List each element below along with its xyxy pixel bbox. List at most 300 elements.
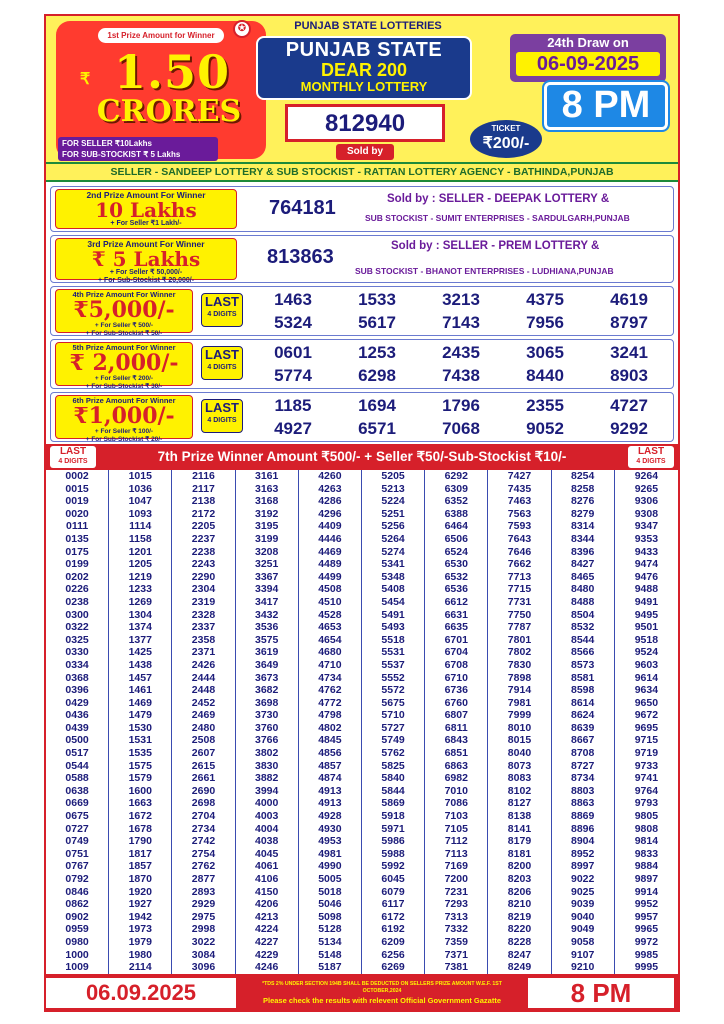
winning-number: 2435 <box>442 343 480 362</box>
title-line-3: MONTHLY LOTTERY <box>300 79 428 94</box>
winning-number: 0751 <box>65 847 89 860</box>
title-line-1: PUNJAB STATE <box>285 39 443 61</box>
winning-number: 3199 <box>255 532 279 545</box>
winning-number: 4654 <box>318 633 342 646</box>
prize-seller: + For Seller ₹ 500/- <box>94 322 154 329</box>
winning-number: 3195 <box>255 520 279 533</box>
winning-number: 4680 <box>318 646 342 659</box>
winning-number: 7463 <box>507 495 532 508</box>
winning-number: 0020 <box>65 507 89 520</box>
digits-label: 4 DIGITS <box>636 458 666 465</box>
winning-number: 4772 <box>318 696 342 709</box>
winning-number: 4003 <box>255 810 279 823</box>
winning-number: 7999 <box>507 709 532 722</box>
winning-number: 6309 <box>444 482 468 495</box>
winning-number: 5774 <box>274 366 312 385</box>
winning-number: 5840 <box>381 772 405 785</box>
winning-number: 2371 <box>191 646 216 659</box>
winning-number: 3830 <box>255 759 279 772</box>
winning-number: 6612 <box>444 595 468 608</box>
winning-number: 0544 <box>65 759 89 772</box>
digits-label: 4 DIGITS <box>207 417 237 424</box>
prize-seller: + For Seller ₹ 100/- <box>94 428 154 435</box>
winning-number: 5348 <box>381 570 405 583</box>
prize-amount: ₹ 2,000/- <box>69 350 179 376</box>
winning-number: 1694 <box>358 396 396 415</box>
winning-number: 7200 <box>444 873 468 885</box>
winning-number: 8624 <box>571 709 595 722</box>
winning-number: 8952 <box>571 847 595 860</box>
winning-number: 7105 <box>444 822 468 835</box>
winning-number: 5749 <box>381 734 405 747</box>
winning-number: 9347 <box>634 520 659 533</box>
winning-number: 9039 <box>571 898 595 911</box>
winning-number: 2607 <box>191 747 216 760</box>
winning-number: 9488 <box>634 583 659 596</box>
prize-amount: ₹1,000/- <box>73 403 175 429</box>
first-prize-stockist: FOR SUB-STOCKIST ₹ 5 Lakhs <box>62 150 181 159</box>
winning-number: 9957 <box>634 910 659 923</box>
winning-number: 5324 <box>274 313 312 332</box>
winning-number: 0517 <box>65 747 89 760</box>
winning-number: 1463 <box>274 290 312 309</box>
winning-number: 9308 <box>634 507 659 520</box>
winning-number: 7715 <box>507 583 532 596</box>
winning-number: 1185 <box>274 396 312 415</box>
winning-number: 1201 <box>128 545 152 558</box>
winning-number: 2975 <box>191 910 216 923</box>
winning-number: 7435 <box>507 482 532 495</box>
winning-number: 2304 <box>191 583 216 596</box>
winning-number: 8219 <box>507 910 532 923</box>
winning-number: 6079 <box>381 885 405 898</box>
winning-number: 0601 <box>274 343 312 362</box>
winning-number: 9884 <box>634 860 659 873</box>
winning-number: 9265 <box>634 482 659 495</box>
winning-number: 8200 <box>507 860 532 873</box>
winning-number: 1093 <box>128 507 152 520</box>
winning-number: 8639 <box>571 721 595 734</box>
winning-number: 0202 <box>65 570 89 583</box>
winning-number: 4150 <box>255 885 279 898</box>
winning-number: 8598 <box>571 684 595 697</box>
winning-number: 0334 <box>65 658 89 671</box>
winning-number: 8544 <box>571 633 595 646</box>
winning-number: 5264 <box>381 532 405 545</box>
winning-number: 8127 <box>507 797 532 810</box>
winning-number: 4224 <box>255 923 279 936</box>
winning-number: 9741 <box>634 772 659 785</box>
winning-number: 1942 <box>128 910 152 923</box>
first-prize-number: 812940 <box>285 104 445 142</box>
prize-stockist: + For Sub-Stockist ₹ 20/- <box>85 435 163 443</box>
first-prize-amount: 1.50 <box>113 45 231 99</box>
winning-number: 9353 <box>634 532 659 545</box>
winning-number: 9025 <box>571 885 595 898</box>
winning-number: 5251 <box>381 507 405 520</box>
winning-number: 0322 <box>65 621 89 634</box>
seventh-prize-grid <box>46 470 678 974</box>
winning-number: 9965 <box>634 923 659 936</box>
winning-number: 9814 <box>634 835 659 848</box>
last-label: LAST <box>637 446 665 457</box>
winning-number: 4990 <box>318 860 342 873</box>
winning-number: 9049 <box>571 923 595 936</box>
winning-number: 4927 <box>274 419 312 438</box>
winning-number: 4874 <box>318 772 342 785</box>
winning-number: 5762 <box>381 747 405 760</box>
winning-number: 3575 <box>255 633 279 646</box>
winning-number: 2762 <box>191 860 216 873</box>
winning-number: 8904 <box>571 835 595 848</box>
winning-number: 4038 <box>255 835 279 848</box>
winning-number: 2172 <box>191 507 216 520</box>
winning-number: 2328 <box>191 608 216 621</box>
winning-number: 6045 <box>381 873 405 885</box>
lottery-result-sheet <box>44 14 680 1012</box>
winning-number: 4913 <box>318 784 342 797</box>
title-line-2: DEAR 200 <box>320 60 408 80</box>
winning-number: 5491 <box>381 608 405 621</box>
last-label: LAST <box>205 400 239 415</box>
winning-number: 7103 <box>444 810 468 823</box>
winning-number: 0749 <box>65 835 89 848</box>
winning-number: 3760 <box>255 721 279 734</box>
third-prize-label <box>55 238 237 284</box>
winning-number: 8573 <box>571 658 595 671</box>
winning-number: 2690 <box>191 784 216 797</box>
winning-number: 8667 <box>571 734 595 747</box>
winning-number: 4528 <box>318 608 342 621</box>
winning-number: 8203 <box>507 873 532 885</box>
winning-number: 1575 <box>128 759 152 772</box>
winning-number: 0675 <box>65 810 89 823</box>
winning-number: 6506 <box>444 532 468 545</box>
winning-number: 6807 <box>444 709 468 722</box>
second-prize-row <box>50 186 674 232</box>
winning-number: 6708 <box>444 658 468 671</box>
winning-number: 5341 <box>381 558 405 571</box>
number-column <box>362 470 425 974</box>
winning-number: 6635 <box>444 621 468 634</box>
winning-number: 4263 <box>318 482 342 495</box>
winning-number: 7438 <box>442 366 480 385</box>
winning-number: 4286 <box>318 495 342 508</box>
winning-number: 6269 <box>381 961 405 974</box>
winning-number: 0792 <box>65 873 89 885</box>
winning-number: 6571 <box>358 419 396 438</box>
number-column <box>488 470 551 974</box>
winning-number: 0669 <box>65 797 89 810</box>
winning-number: 5205 <box>381 470 405 482</box>
winning-number: 5518 <box>381 633 405 646</box>
winning-number: 8480 <box>571 583 595 596</box>
winning-number: 8247 <box>507 948 532 961</box>
winning-number: 3394 <box>255 583 279 596</box>
winning-number: 5454 <box>381 595 405 608</box>
winning-number: 2116 <box>192 470 215 482</box>
winning-number: 4260 <box>318 470 342 482</box>
winning-number: 5727 <box>381 721 405 734</box>
winning-number: 0436 <box>65 709 89 722</box>
winning-number: 4045 <box>255 847 279 860</box>
winning-number: 4469 <box>318 545 342 558</box>
winning-number: 9833 <box>634 847 659 860</box>
winning-number: 2661 <box>191 772 216 785</box>
second-prize-stockist: SUB STOCKIST - SUMIT ENTERPRISES - SARDULGARH,PUNJAB <box>365 213 630 223</box>
winning-number: 4296 <box>318 507 342 520</box>
winning-number: 9985 <box>634 948 659 961</box>
winning-number: 3192 <box>255 507 279 520</box>
digits-label: 4 DIGITS <box>58 458 88 465</box>
winning-number: 9433 <box>634 545 659 558</box>
winning-number: 1530 <box>128 721 152 734</box>
winning-number: 9040 <box>571 910 595 923</box>
winning-number: 5018 <box>318 885 342 898</box>
winning-number: 3766 <box>255 734 279 747</box>
winning-number: 1790 <box>128 835 152 848</box>
tds-note: *TDS 2% UNDER SECTION 194B SHALL BE DEDUCTED ON SELLERS PRIZE AMOUNT W.E.F. 1ST OCTOBER,2024 <box>262 981 502 994</box>
winning-number: 9052 <box>526 419 564 438</box>
winning-number: 2704 <box>191 810 216 823</box>
winning-number: 3213 <box>442 290 480 309</box>
winning-number: 3682 <box>255 684 279 697</box>
winning-number: 9292 <box>610 419 648 438</box>
winning-number: 4499 <box>318 570 342 583</box>
prize-head: 3rd Prize Amount For Winner <box>87 239 205 249</box>
winning-number: 8073 <box>507 759 532 772</box>
prize-stockist: + For Sub-Stockist ₹ 20,000/- <box>97 277 195 284</box>
winning-number: 4246 <box>255 961 279 974</box>
winning-number: 2205 <box>191 520 216 533</box>
winning-number: 4981 <box>318 847 342 860</box>
winning-number: 6256 <box>381 948 405 961</box>
winning-number: 0226 <box>65 583 89 596</box>
winning-number: 3168 <box>255 495 279 508</box>
winning-number: 2237 <box>191 532 216 545</box>
winning-number: 4409 <box>318 520 342 533</box>
winning-number: 3536 <box>255 621 279 634</box>
winning-number: 1531 <box>128 734 152 747</box>
winning-number: 8206 <box>507 885 532 898</box>
winning-number: 4653 <box>318 621 342 634</box>
winning-number: 9614 <box>634 671 659 684</box>
winning-number: 1457 <box>128 671 152 684</box>
winning-number: 4802 <box>318 721 342 734</box>
winning-number: 5572 <box>381 684 405 697</box>
winning-number: 0959 <box>65 923 89 936</box>
winning-number: 0727 <box>65 822 89 835</box>
winning-number: 6532 <box>444 570 468 583</box>
winning-number: 2893 <box>191 885 216 898</box>
winning-number: 7313 <box>444 910 468 923</box>
ticket-price: ₹200/- <box>482 135 530 152</box>
winning-number: 8465 <box>571 570 595 583</box>
winning-number: 9764 <box>634 784 659 797</box>
winning-number: 5531 <box>381 646 405 659</box>
winning-number: 1479 <box>128 709 152 722</box>
winning-number: 8138 <box>507 810 532 823</box>
draw-info <box>510 34 666 82</box>
winning-number: 1205 <box>128 558 152 571</box>
winning-number: 8427 <box>571 558 595 571</box>
winning-number: 5992 <box>381 860 405 873</box>
seventh-prize-title: 7th Prize Winner Amount ₹500/- + Seller ₹50/-Sub-Stockist ₹10/- <box>157 449 567 464</box>
winning-number: 6292 <box>444 470 468 482</box>
winning-number: 4206 <box>255 898 279 911</box>
winning-number: 0500 <box>65 734 89 747</box>
winning-number: 5971 <box>381 822 405 835</box>
winning-number: 4857 <box>318 759 342 772</box>
winning-number: 7981 <box>507 696 532 709</box>
winning-number: 1870 <box>128 873 152 885</box>
winning-number: 1600 <box>128 784 152 797</box>
winning-number: 5187 <box>318 961 342 974</box>
winning-number: 8803 <box>571 784 595 797</box>
organization-name: PUNJAB STATE LOTTERIES <box>294 20 442 32</box>
winning-number: 8440 <box>526 366 564 385</box>
winning-number: 9107 <box>571 948 595 961</box>
winning-number: 3241 <box>610 343 648 362</box>
winning-number: 2138 <box>191 495 216 508</box>
winning-number: 0980 <box>65 935 89 948</box>
winning-number: 1304 <box>128 608 152 621</box>
winning-number: 7956 <box>526 313 564 332</box>
winning-number: 1927 <box>128 898 152 911</box>
winning-number: 6982 <box>444 772 468 785</box>
first-prize-commission <box>58 137 218 161</box>
winning-number: 5844 <box>381 784 405 797</box>
winning-number: 8708 <box>571 747 595 760</box>
digits-label: 4 DIGITS <box>207 364 237 371</box>
winning-number: 8210 <box>507 898 532 911</box>
winning-number: 1233 <box>128 583 152 596</box>
winning-number: 5098 <box>318 910 342 923</box>
winning-number: 1377 <box>128 633 152 646</box>
winning-number: 7662 <box>507 558 532 571</box>
winning-number: 7231 <box>444 885 468 898</box>
third-prize-number: 813863 <box>267 246 334 268</box>
winning-number: 5617 <box>358 313 396 332</box>
winning-number: 8276 <box>571 495 595 508</box>
winning-number: 9672 <box>634 709 659 722</box>
emblem-icon: ✪ <box>233 20 251 38</box>
last-digits-box <box>201 346 243 380</box>
winning-number: 9972 <box>634 935 659 948</box>
winning-number: 4845 <box>318 734 342 747</box>
winning-number: 5825 <box>381 759 405 772</box>
winning-number: 8220 <box>507 923 532 936</box>
winning-number: 5224 <box>381 495 405 508</box>
winning-number: 9524 <box>634 646 659 659</box>
winning-number: 7359 <box>444 935 468 948</box>
winning-number: 2355 <box>526 396 564 415</box>
prize-amount: ₹5,000/- <box>73 297 175 323</box>
winning-number: 0325 <box>65 633 89 646</box>
winning-number: 9695 <box>634 721 659 734</box>
winning-number: 3673 <box>255 671 279 684</box>
winning-number: 1374 <box>128 621 152 634</box>
winning-number: 8869 <box>571 810 595 823</box>
winning-number: 5869 <box>381 797 405 810</box>
second-prize-sold-by: Sold by : SELLER - DEEPAK LOTTERY & <box>387 193 610 205</box>
winning-number: 7898 <box>507 671 532 684</box>
winning-number: 8010 <box>507 721 532 734</box>
winning-number: 4213 <box>255 910 279 923</box>
winning-number: 8997 <box>571 860 595 873</box>
header <box>46 16 678 162</box>
winning-number: 9491 <box>634 595 659 608</box>
winning-number: 1678 <box>128 822 152 835</box>
winning-number: 9715 <box>634 734 659 747</box>
winning-number: 5675 <box>381 696 405 709</box>
winning-number: 0439 <box>65 721 89 734</box>
winning-number: 8040 <box>507 747 532 760</box>
winning-number: 6464 <box>444 520 468 533</box>
winning-number: 9518 <box>634 633 659 646</box>
winning-number: 7427 <box>507 470 532 482</box>
winning-number: 3163 <box>255 482 279 495</box>
prize-seller: + For Seller ₹ 50,000/- <box>109 269 183 276</box>
winning-number: 9808 <box>634 822 659 835</box>
last-digits-tag-right <box>628 446 674 468</box>
last-digits-box <box>201 399 243 433</box>
winning-number: 5274 <box>381 545 405 558</box>
fourth-prize-label <box>55 289 193 337</box>
winning-number: 9719 <box>634 747 659 760</box>
winning-number: 7802 <box>507 646 532 659</box>
winning-number: 4508 <box>318 583 342 596</box>
winning-number: 3251 <box>255 558 279 571</box>
winning-number: 7643 <box>507 532 532 545</box>
prize-head: 4th Prize Amount For Winner <box>72 290 176 299</box>
winning-number: 5986 <box>381 835 405 848</box>
winning-number: 6863 <box>444 759 468 772</box>
footer <box>46 974 678 1012</box>
winning-number: 9952 <box>634 898 659 911</box>
winning-number: 0002 <box>65 470 89 482</box>
winning-number: 1219 <box>128 570 152 583</box>
winning-number: 0902 <box>65 910 89 923</box>
winning-number: 3802 <box>255 747 279 760</box>
winning-number: 7086 <box>444 797 468 810</box>
ticket-label: TICKET <box>491 124 521 133</box>
winning-number: 4762 <box>318 684 342 697</box>
winning-number: 8488 <box>571 595 595 608</box>
number-column <box>109 470 172 974</box>
draw-date: 06-09-2025 <box>516 52 660 76</box>
winning-number: 5552 <box>381 671 405 684</box>
footer-date: 06.09.2025 <box>46 978 236 1008</box>
winning-number: 6736 <box>444 684 468 697</box>
last-digits-box <box>201 293 243 327</box>
winning-number: 9650 <box>634 696 659 709</box>
winning-number: 2469 <box>191 709 216 722</box>
winning-number: 1980 <box>128 948 152 961</box>
digits-label: 4 DIGITS <box>207 311 237 318</box>
winning-number: 0135 <box>65 532 89 545</box>
winning-number: 8797 <box>610 313 648 332</box>
winning-number: 4798 <box>318 709 342 722</box>
winning-number: 3367 <box>255 570 279 583</box>
winning-number: 7371 <box>444 948 468 961</box>
winning-number: 3065 <box>526 343 564 362</box>
prize-head: 5th Prize Amount For Winner <box>72 343 176 352</box>
winning-number: 7750 <box>507 608 532 621</box>
winning-number: 4004 <box>255 822 279 835</box>
winning-number: 3649 <box>255 658 279 671</box>
winning-number: 2480 <box>191 721 216 734</box>
